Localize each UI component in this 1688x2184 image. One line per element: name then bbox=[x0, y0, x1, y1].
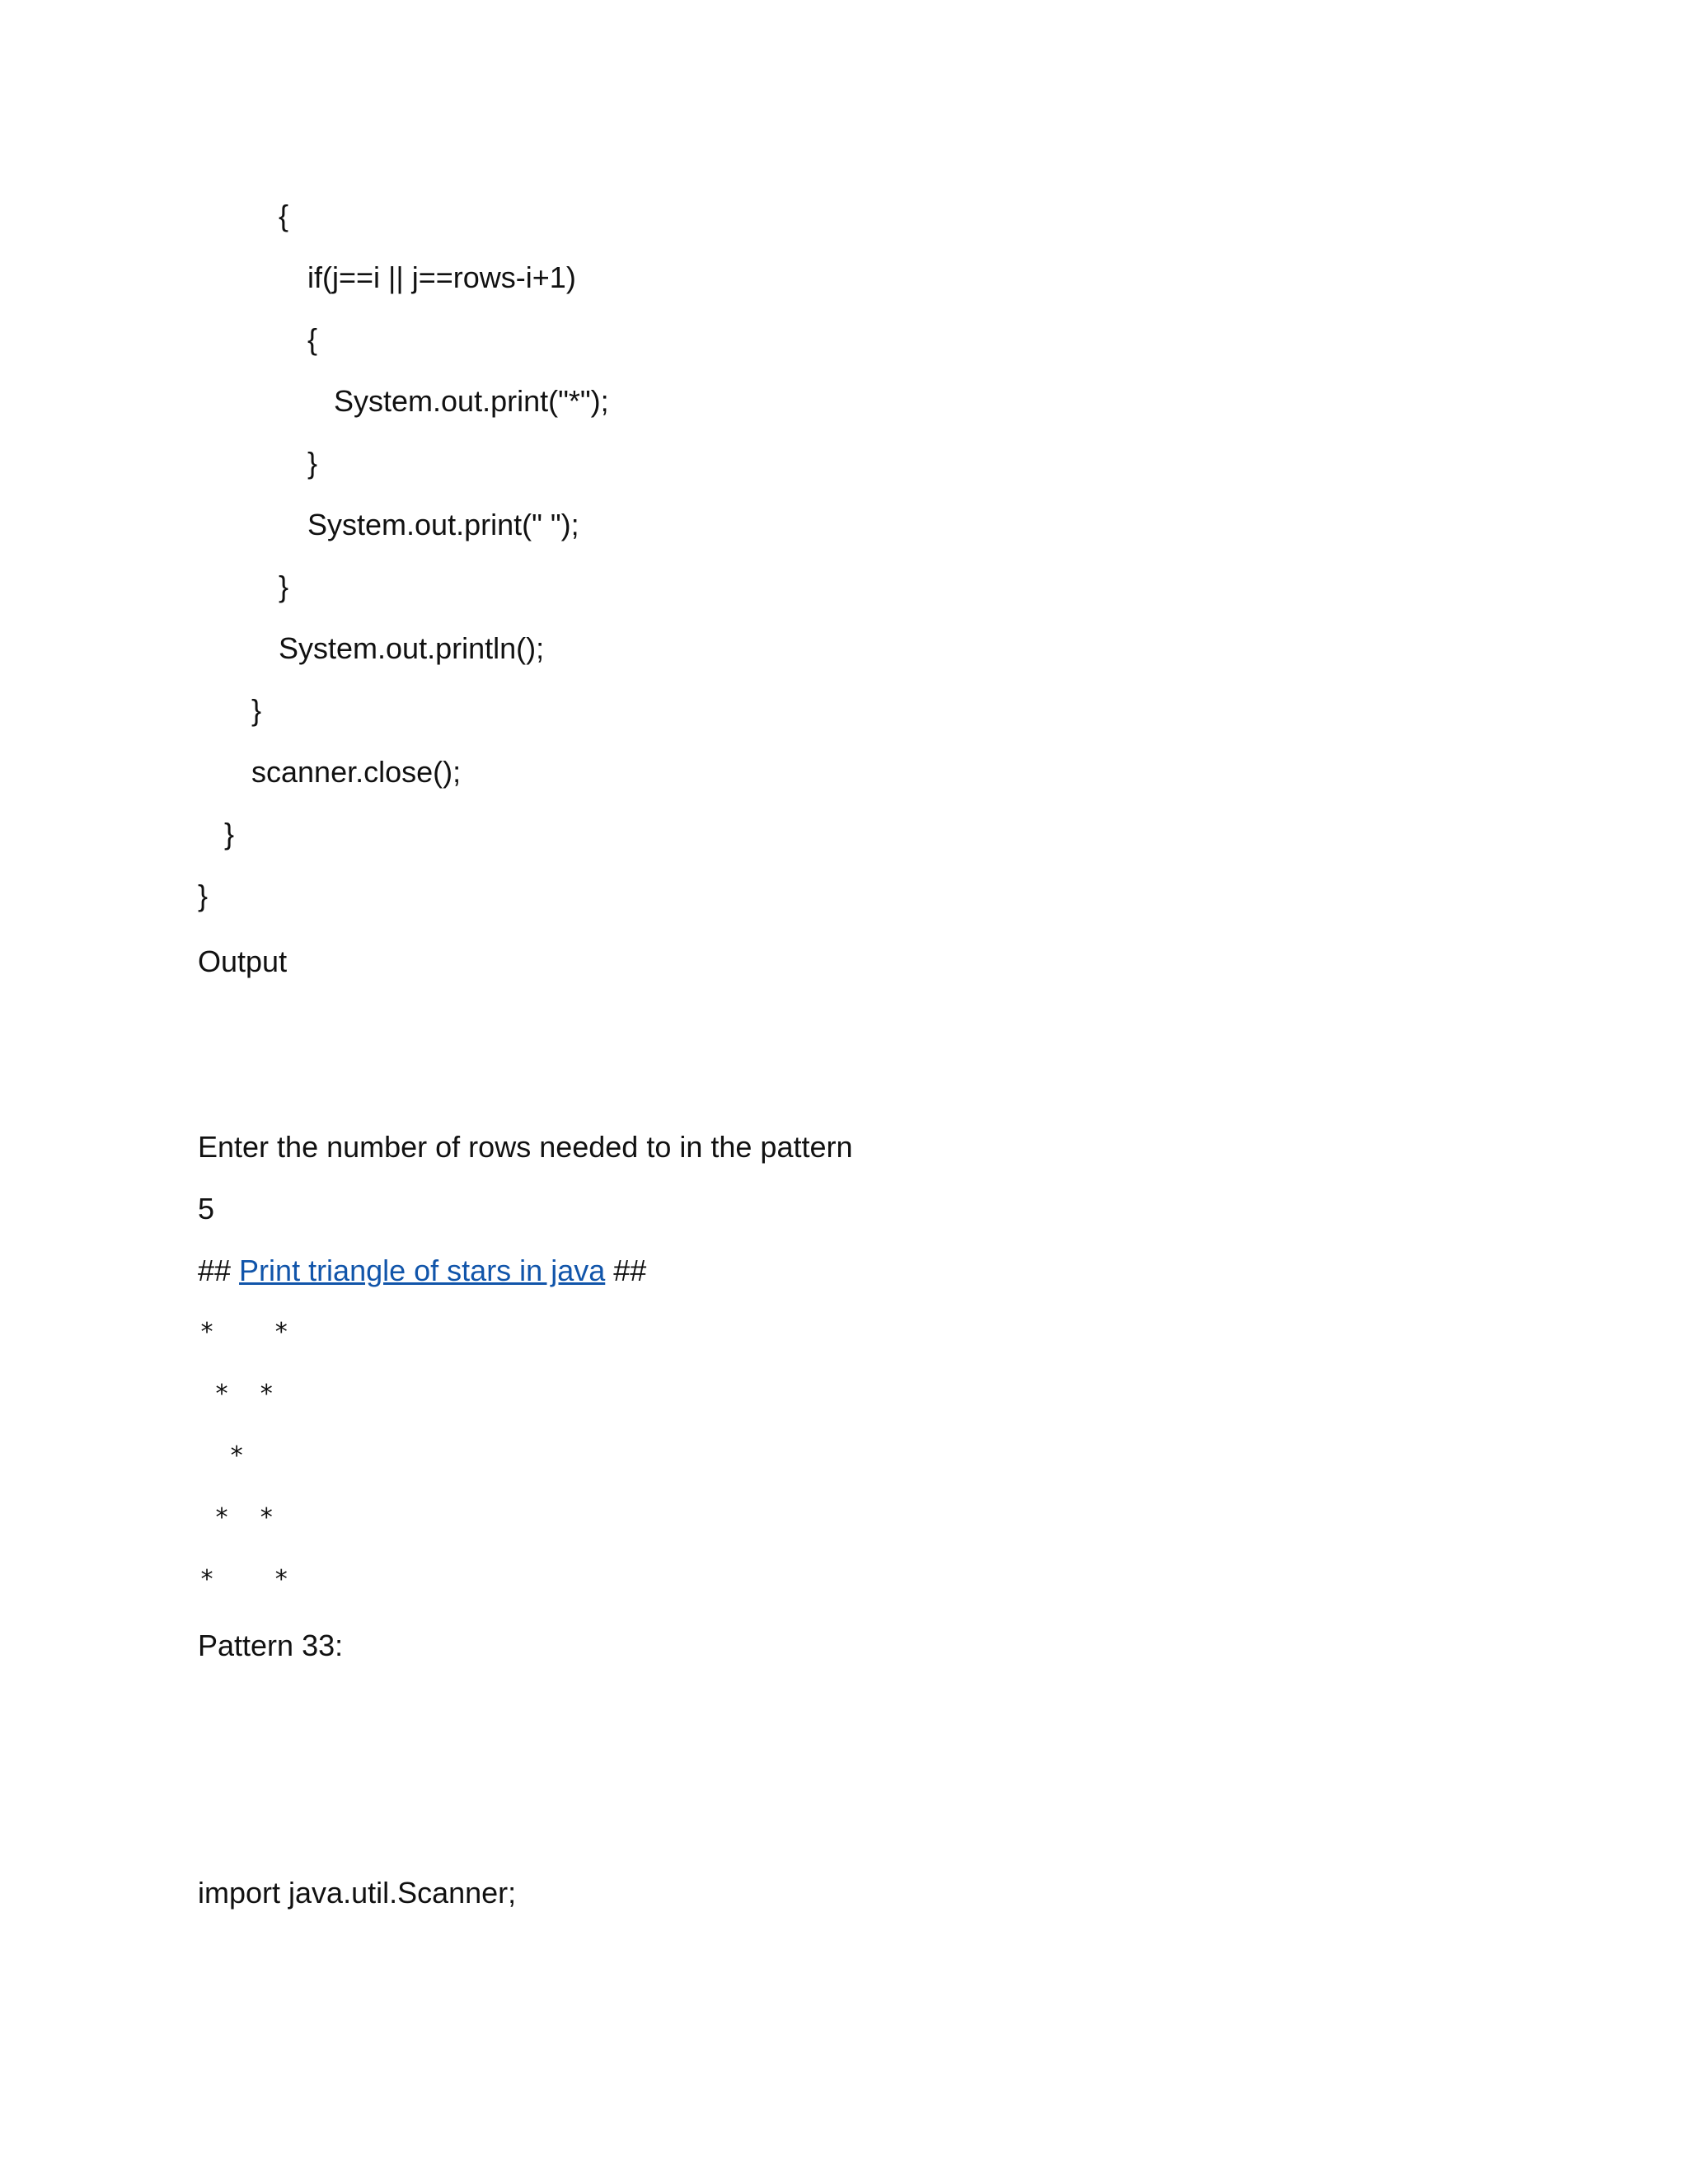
prompt-text: Enter the number of rows needed to in the pattern bbox=[198, 1130, 853, 1164]
code-line: } bbox=[307, 446, 318, 480]
hash-suffix: ## bbox=[605, 1254, 647, 1287]
code-line: System.out.println(); bbox=[279, 631, 545, 665]
hash-prefix: ## bbox=[198, 1254, 240, 1287]
code-line: } bbox=[198, 879, 209, 912]
star-row: * * bbox=[199, 1565, 289, 1594]
star-row: * bbox=[199, 1441, 245, 1470]
code-line: System.out.print("*"); bbox=[334, 384, 609, 418]
star-row: * * bbox=[199, 1380, 274, 1408]
triangle-stars-link[interactable]: Print triangle of stars in java bbox=[239, 1254, 606, 1287]
code-line: { bbox=[279, 199, 289, 232]
code-line: { bbox=[307, 322, 318, 356]
star-row: * * bbox=[199, 1503, 274, 1532]
input-value: 5 bbox=[198, 1192, 215, 1226]
pattern-heading: Pattern 33: bbox=[198, 1629, 344, 1662]
star-row: * * bbox=[199, 1318, 289, 1347]
code-line: } bbox=[279, 569, 289, 603]
code-line: if(j==i || j==rows-i+1) bbox=[307, 260, 576, 294]
code-line: scanner.close(); bbox=[251, 755, 462, 789]
code-line: } bbox=[224, 817, 235, 851]
code-line: } bbox=[251, 693, 262, 727]
code-line: System.out.print(" "); bbox=[307, 508, 579, 541]
import-line: import java.util.Scanner; bbox=[198, 1876, 517, 1910]
output-heading: Output bbox=[198, 944, 288, 978]
link-line bbox=[198, 1253, 646, 1289]
